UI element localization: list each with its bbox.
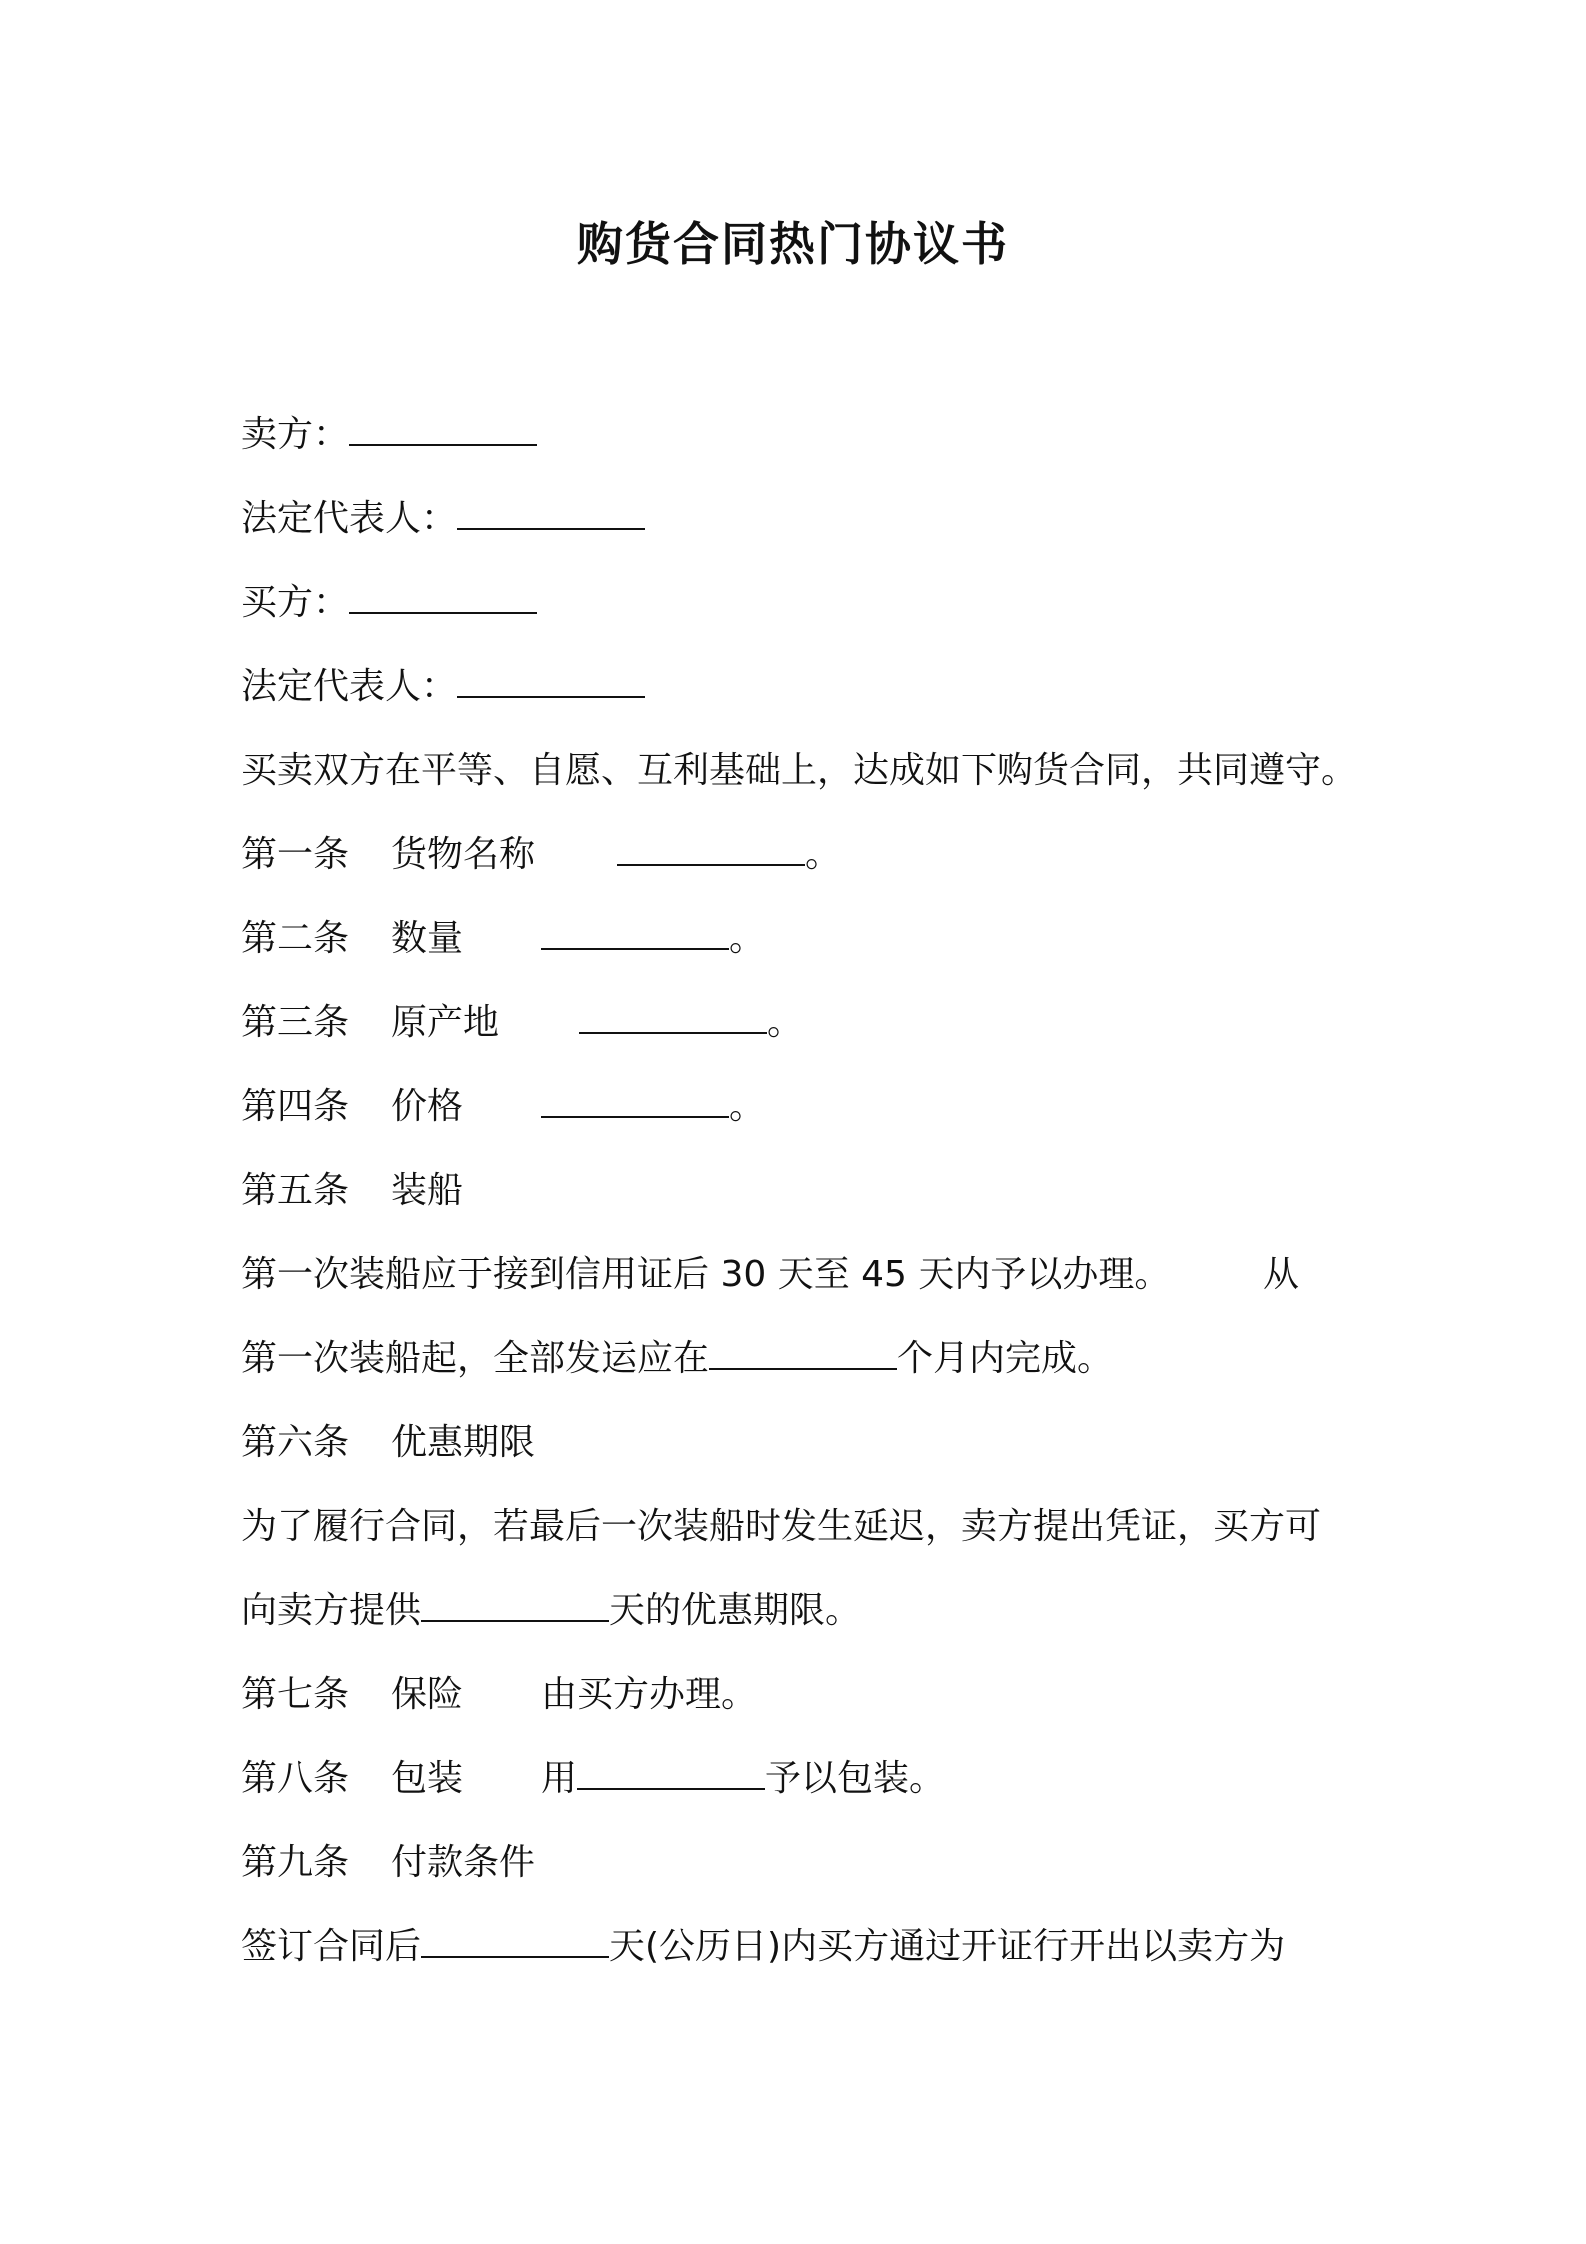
article-4-title: 价格 bbox=[391, 1086, 464, 1127]
article-7 bbox=[241, 1670, 757, 1720]
article-2-blank[interactable] bbox=[541, 918, 729, 950]
article-5-text-1-tail: 从 bbox=[1263, 1254, 1300, 1295]
article-9 bbox=[241, 1838, 535, 1888]
article-3-blank[interactable] bbox=[579, 1002, 767, 1034]
article-2 bbox=[241, 914, 765, 964]
article-5-text-1: 第一次装船应于接到信用证后 30 天至 45 天内予以办理。 bbox=[241, 1254, 1171, 1295]
article-8-blank[interactable] bbox=[577, 1758, 765, 1790]
buyer-rep-blank[interactable] bbox=[457, 666, 645, 698]
article-9-title: 付款条件 bbox=[391, 1842, 536, 1883]
article-7-number: 第七条 bbox=[241, 1674, 350, 1715]
article-6-paragraph-1: 为了履行合同，若最后一次装船时发生延迟，卖方提出凭证，买方可 bbox=[241, 1506, 1322, 1547]
article-3-number: 第三条 bbox=[241, 1002, 350, 1043]
article-6-text-2b: 天的优惠期限。 bbox=[609, 1590, 862, 1631]
seller-blank[interactable] bbox=[349, 414, 537, 446]
article-6-text-2a: 向卖方提供 bbox=[241, 1590, 422, 1631]
article-1-title: 货物名称 bbox=[391, 834, 536, 875]
buyer-rep-label: 法定代表人： bbox=[241, 666, 458, 707]
article-8-title: 包装 bbox=[391, 1758, 464, 1799]
article-1-period: 。 bbox=[805, 834, 842, 875]
buyer-label: 买方： bbox=[241, 582, 350, 623]
article-9-blank[interactable] bbox=[421, 1926, 609, 1958]
article-2-title: 数量 bbox=[391, 918, 464, 959]
seller-label: 卖方： bbox=[241, 414, 350, 455]
buyer-blank[interactable] bbox=[349, 582, 537, 614]
article-2-period: 。 bbox=[729, 918, 766, 959]
buyer-line bbox=[241, 578, 537, 628]
article-7-text: 由买方办理。 bbox=[541, 1674, 758, 1715]
article-9-text-b: 天(公历日)内买方通过开证行开出以卖方为 bbox=[609, 1926, 1286, 1967]
seller-rep-blank[interactable] bbox=[457, 498, 645, 530]
intro-text: 买卖双方在平等、自愿、互利基础上，达成如下购货合同，共同遵守。 bbox=[241, 750, 1358, 791]
article-4-period: 。 bbox=[729, 1086, 766, 1127]
article-5-text-2b: 个月内完成。 bbox=[897, 1338, 1114, 1379]
article-3-title: 原产地 bbox=[391, 1002, 500, 1043]
article-5 bbox=[241, 1166, 463, 1216]
buyer-rep-line bbox=[241, 662, 645, 712]
document-title: 购货合同热门协议书 bbox=[577, 217, 1009, 271]
seller-line bbox=[241, 410, 537, 460]
article-8-number: 第八条 bbox=[241, 1758, 350, 1799]
article-9-number: 第九条 bbox=[241, 1842, 350, 1883]
article-7-title: 保险 bbox=[391, 1674, 464, 1715]
article-3-period: 。 bbox=[767, 1002, 804, 1043]
article-8-text-b: 予以包装。 bbox=[765, 1758, 946, 1799]
seller-rep-label: 法定代表人： bbox=[241, 498, 458, 539]
article-6 bbox=[241, 1418, 535, 1468]
article-5-title: 装船 bbox=[391, 1170, 464, 1211]
article-9-paragraph-1 bbox=[241, 1922, 1285, 1972]
article-4-blank[interactable] bbox=[541, 1086, 729, 1118]
article-5-blank[interactable] bbox=[709, 1338, 897, 1370]
article-9-text-a: 签订合同后 bbox=[241, 1926, 422, 1967]
article-1-blank[interactable] bbox=[617, 834, 805, 866]
article-5-number: 第五条 bbox=[241, 1170, 350, 1211]
article-1 bbox=[241, 830, 841, 880]
article-2-number: 第二条 bbox=[241, 918, 350, 959]
article-4-number: 第四条 bbox=[241, 1086, 350, 1127]
article-4 bbox=[241, 1082, 765, 1132]
article-6-number: 第六条 bbox=[241, 1422, 350, 1463]
article-3 bbox=[241, 998, 803, 1048]
article-8-text-a: 用 bbox=[541, 1758, 578, 1799]
seller-rep-line bbox=[241, 494, 645, 544]
article-6-paragraph-2 bbox=[241, 1586, 861, 1636]
article-8 bbox=[241, 1754, 945, 1804]
article-5-text-2a: 第一次装船起，全部发运应在 bbox=[241, 1338, 710, 1379]
article-6-blank[interactable] bbox=[421, 1590, 609, 1622]
article-5-paragraph-1 bbox=[241, 1250, 1299, 1300]
article-1-number: 第一条 bbox=[241, 834, 350, 875]
article-5-paragraph-2 bbox=[241, 1334, 1113, 1384]
article-6-title: 优惠期限 bbox=[391, 1422, 536, 1463]
